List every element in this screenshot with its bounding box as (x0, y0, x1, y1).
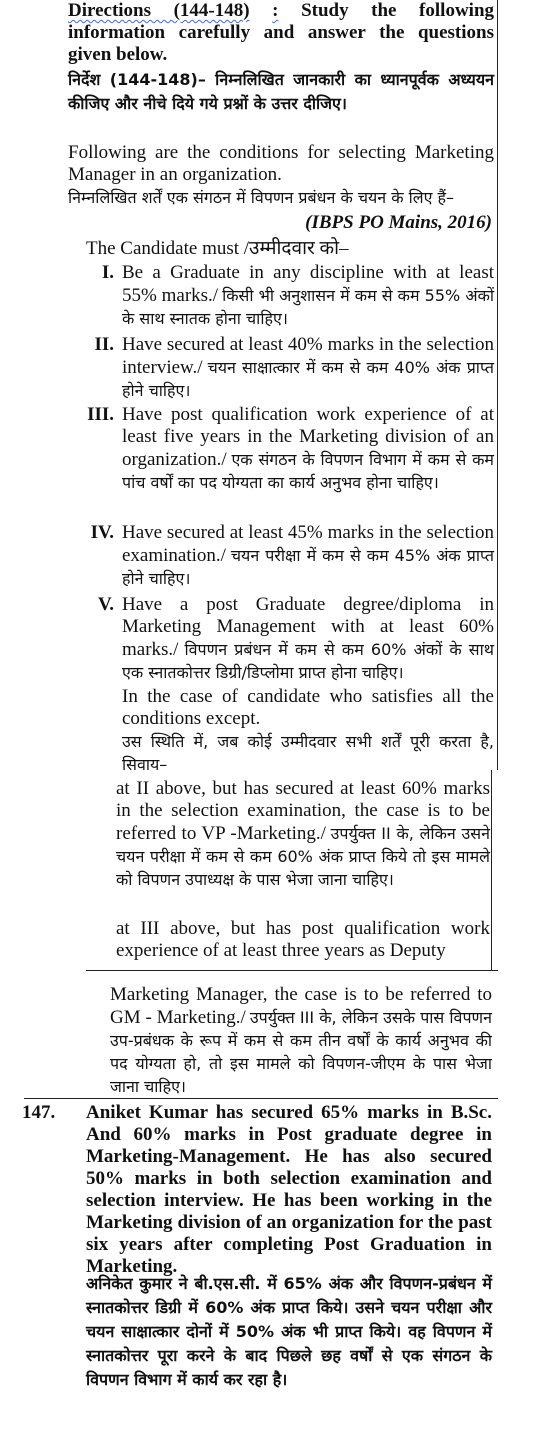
intro-hindi: निम्नलिखित शर्तें एक संगठन में विपणन प्रबंधन के चयन के लिए हैं– (68, 188, 455, 207)
condition-4 (122, 522, 494, 590)
condition-number-2: II. (94, 334, 114, 355)
exception-a-hindi: उपर्युक्त II के, लेकिन उसने चयन परीक्षा में कम से कम 60% अंक प्राप्त किये तो इस मामले को विपणन उपाध्यक्ष के पास भेजा जाना चाहिए। (116, 824, 490, 889)
right-column-rule (497, 0, 498, 770)
condition-2-hindi: चयन साक्षात्कार में कम से कम 40% अंक प्राप्त होने चाहिए। (122, 358, 494, 400)
directions-heading: Directions (144-148) (68, 0, 250, 21)
condition-1-hindi: किसी भी अनुशासन में कम से कम 55% अंकों के साथ स्नातक होना चाहिए। (122, 286, 494, 328)
condition-3-hindi: एक संगठन के विपणन विभाग में कम से कम पांच वर्षों का पद योग्यता का कार्य अनुभव होना चाहिए। (122, 450, 494, 492)
right-column-rule-lower (491, 770, 492, 970)
condition-4-hindi: चयन परीक्षा में कम से कम 45% अंक प्राप्त होने चाहिए। (122, 546, 495, 588)
condition-4-english: Have secured at least 45% marks in the selection examination./ (122, 522, 494, 566)
condition-2-english: Have secured at least 40% marks in the selection interview./ (122, 334, 494, 378)
directions-hindi: निर्देश (144-148)– निम्नलिखित जानकारी का ध्यानपूर्वक अध्ययन कीजिए और नीचे दिये गये प्रश्नों के उत्तर दीजिए। (68, 70, 494, 113)
exception-b-english-cont: Marketing Manager, the case is to be referred to GM - Marketing./ (110, 984, 492, 1028)
exception-b-hindi: उपर्युक्त III के, लेकिन उसके पास विपणन उप-प्रबंधक के रूप में कम से कम तीन वर्षों के कार्य अनुभव की पद योग्यता हो, तो इस मामले को विपणन-जीएम के पास भेजा जाना चाहिए। (110, 1008, 492, 1096)
condition-2 (122, 334, 494, 402)
condition-3 (122, 404, 494, 494)
exception-a-english: at II above, but has secured at least 60% marks in the selection examination, the case is to be referred to VP -Marketing./ (116, 778, 490, 844)
condition-1 (122, 262, 494, 330)
directions-colon: : (272, 0, 279, 21)
condition-number-1: I. (101, 262, 114, 283)
condition-number-3: III. (87, 404, 114, 425)
exception-hindi: उस स्थिति में, जब कोई उम्मीदवार सभी शर्तें पूरी करता है, सिवाय– (122, 732, 494, 774)
question-number: 147. (22, 1102, 56, 1123)
condition-5-english: Have a post Graduate degree/diploma in Marketing Management with at least 60% marks./ (122, 594, 494, 660)
exception-clause-b-continued (110, 984, 492, 1098)
condition-number-4: IV. (90, 522, 114, 543)
condition-3-english: Have post qualification work experience of at least five years in the Marketing division of an organization./ (122, 404, 494, 470)
condition-number-5: V. (97, 594, 114, 615)
exception-clause-a (116, 778, 490, 891)
condition-1-english: Be a Graduate in any discipline with at least 55% marks./ (122, 262, 494, 306)
exception-clause-b: at III above, but has post qualification work experience of at least three years as Deputy (116, 918, 490, 961)
condition-5 (122, 594, 494, 684)
section-divider (86, 970, 498, 971)
question-hindi: अनिकेत कुमार ने बी.एस.सी. में 65% अंक और विपणन-प्रबंधन में स्नातकोत्तर डिग्री में 60% अंक प्राप्त किये। उसने चयन परीक्षा और चयन साक्षात्कार दोनों में 50% अंक भी प्राप्त किये। वह विपणन में स्नातकोत्तर पूरा करने के बाद पिछले छह वर्षों से एक संगठन के विपणन विभाग में कार्य कर रहा है। (86, 1274, 492, 1389)
directions-text: Study the following information carefully and answer the questions given below. (68, 0, 495, 65)
source-citation: (IBPS PO Mains, 2016) (305, 212, 492, 233)
directions-english (68, 0, 494, 66)
candidate-must-label: The Candidate must /उम्मीदवार को– (86, 238, 349, 259)
intro-english: Following are the conditions for selecting Marketing Manager in an organization. (68, 142, 494, 185)
exception-english: In the case of candidate who satisfies all the conditions except. (122, 686, 494, 729)
condition-5-hindi: विपणन प्रबंधन में कम से कम 60% अंकों के साथ एक स्नातकोत्तर डिग्री/डिप्लोमा प्राप्त होना चाहिए। (122, 640, 494, 682)
question-divider (24, 1098, 498, 1099)
question-english: Aniket Kumar has secured 65% marks in B.Sc. And 60% marks in Post graduate degree in Marketing-Management. He has also secured 50% marks in both selection examination and selection interview. He has been working in the Marketing division of an organization for the past six years after completing Post Graduation in Marketing. (86, 1102, 492, 1277)
